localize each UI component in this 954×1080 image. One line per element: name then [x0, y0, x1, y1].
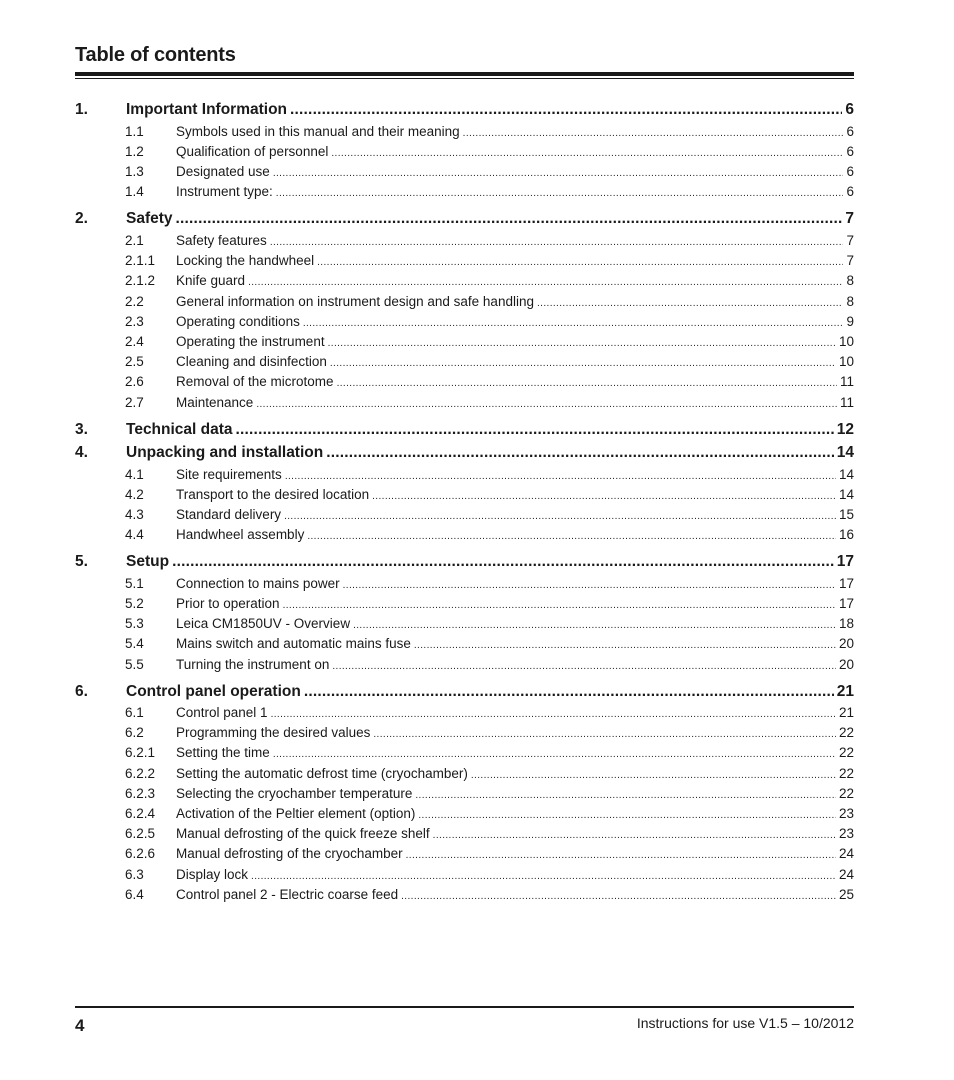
- toc-section: [75, 184, 854, 202]
- toc-number: 1.: [75, 101, 88, 118]
- toc-number: 1.4: [125, 184, 144, 199]
- toc-leader: [172, 553, 834, 571]
- toc-leader: [256, 399, 837, 410]
- header-rule: [75, 72, 854, 76]
- toc-page: 14: [838, 487, 854, 502]
- toc-label: Transport to the desired location: [176, 487, 370, 502]
- toc-leader: [317, 257, 843, 268]
- toc-label: Instrument type:: [176, 184, 273, 199]
- toc-chapter: [75, 210, 854, 230]
- toc-number: 2.1: [125, 233, 144, 248]
- toc-page: 7: [846, 233, 854, 248]
- toc-section: [75, 867, 854, 885]
- toc-label: Setting the time: [176, 745, 270, 760]
- toc-section: [75, 233, 854, 251]
- toc-page: 21: [836, 683, 854, 700]
- toc-leader: [406, 850, 836, 861]
- toc-leader: [337, 378, 837, 389]
- toc-number: 4.2: [125, 487, 144, 502]
- toc-section: [75, 657, 854, 675]
- toc-section: [75, 725, 854, 743]
- toc-label: Removal of the microtome: [176, 374, 334, 389]
- toc-page: 21: [838, 705, 854, 720]
- toc-label: Programming the desired values: [176, 725, 371, 740]
- toc-leader: [332, 661, 836, 672]
- toc-number: 5.1: [125, 576, 144, 591]
- toc-chapter: [75, 101, 854, 121]
- toc-number: 4.4: [125, 527, 144, 542]
- toc-section: [75, 636, 854, 654]
- toc-number: 5.2: [125, 596, 144, 611]
- toc-leader: [471, 770, 836, 781]
- toc-leader: [304, 683, 834, 701]
- toc-number: 2.1.2: [125, 273, 156, 288]
- toc-page: 17: [838, 596, 854, 611]
- toc-chapter: [75, 421, 854, 441]
- toc-section: [75, 374, 854, 392]
- toc-label: Control panel 1: [176, 705, 268, 720]
- toc-leader: [401, 891, 836, 902]
- toc-page: 20: [838, 636, 854, 651]
- toc-page: 12: [836, 421, 854, 438]
- footer-page-number: 4: [75, 1016, 85, 1035]
- toc-section: [75, 164, 854, 182]
- toc-page: 8: [846, 273, 854, 288]
- toc-page: 6: [846, 184, 854, 199]
- toc-page: 10: [838, 334, 854, 349]
- toc-label: Standard delivery: [176, 507, 282, 522]
- toc-page: 15: [838, 507, 854, 522]
- toc-chapter: [75, 444, 854, 464]
- toc-leader: [326, 444, 834, 462]
- toc-number: 6.2.3: [125, 786, 156, 801]
- toc-number: 6.4: [125, 887, 144, 902]
- footer-text: Instructions for use V1.5 – 10/2012: [636, 1015, 854, 1031]
- toc-label: Qualification of personnel: [176, 144, 329, 159]
- toc-label: Unpacking and installation: [126, 444, 324, 461]
- toc-label: Symbols used in this manual and their meaning: [176, 124, 460, 139]
- toc-page: 18: [838, 616, 854, 631]
- toc-label: Display lock: [176, 867, 249, 882]
- toc-number: 6.2: [125, 725, 144, 740]
- toc-number: 6.2.5: [125, 826, 156, 841]
- toc-number: 2.1.1: [125, 253, 156, 268]
- toc-leader: [290, 101, 842, 119]
- toc-leader: [307, 531, 836, 542]
- toc-section: [75, 786, 854, 804]
- toc-page: 20: [838, 657, 854, 672]
- toc-label: Important Information: [126, 101, 288, 118]
- toc-page: 6: [846, 124, 854, 139]
- toc-label: Safety features: [176, 233, 267, 248]
- toc-page: 23: [838, 806, 854, 821]
- toc-leader: [273, 168, 844, 179]
- toc-label: Control panel operation: [126, 683, 301, 700]
- toc-label: Cleaning and disinfection: [176, 354, 327, 369]
- toc-number: 2.4: [125, 334, 144, 349]
- toc-page: 25: [838, 887, 854, 902]
- toc-page: 24: [838, 846, 854, 861]
- toc-section: [75, 705, 854, 723]
- toc-label: Designated use: [176, 164, 270, 179]
- toc-leader: [414, 640, 836, 651]
- toc-section: [75, 487, 854, 505]
- toc-number: 5.: [75, 553, 88, 570]
- toc-label: Leica CM1850UV - Overview: [176, 616, 351, 631]
- toc-page: 17: [836, 553, 854, 570]
- toc-number: 6.: [75, 683, 88, 700]
- toc-number: 6.2.2: [125, 766, 156, 781]
- toc-leader: [537, 298, 844, 309]
- toc-page: 22: [838, 725, 854, 740]
- toc-label: Safety: [126, 210, 173, 227]
- toc-leader: [284, 511, 836, 522]
- toc-leader: [283, 600, 836, 611]
- toc-label: Site requirements: [176, 467, 282, 482]
- toc-section: [75, 395, 854, 413]
- toc-leader: [236, 421, 834, 439]
- toc-label: Connection to mains power: [176, 576, 340, 591]
- toc-section: [75, 273, 854, 291]
- toc-page: 22: [838, 786, 854, 801]
- toc-leader: [418, 810, 836, 821]
- toc-number: 2.2: [125, 294, 144, 309]
- toc-page: 11: [839, 374, 854, 389]
- toc-label: Setting the automatic defrost time (cryochamber): [176, 766, 468, 781]
- toc-leader: [271, 709, 836, 720]
- toc-number: 2.7: [125, 395, 144, 410]
- header-rule-thin: [75, 78, 854, 79]
- toc-section: [75, 334, 854, 352]
- toc-leader: [285, 471, 836, 482]
- toc-number: 6.3: [125, 867, 144, 882]
- toc-page: 7: [845, 210, 854, 227]
- toc-section: [75, 846, 854, 864]
- toc-page: 8: [846, 294, 854, 309]
- toc-leader: [251, 871, 836, 882]
- toc-leader: [328, 338, 836, 349]
- toc-label: Manual defrosting of the cryochamber: [176, 846, 403, 861]
- toc-number: 1.3: [125, 164, 144, 179]
- toc-leader: [372, 491, 836, 502]
- toc-number: 6.1: [125, 705, 144, 720]
- toc-number: 2.6: [125, 374, 144, 389]
- toc-number: 5.5: [125, 657, 144, 672]
- toc-section: [75, 144, 854, 162]
- toc-page: 14: [836, 444, 854, 461]
- toc-leader: [343, 580, 836, 591]
- toc-number: 4.: [75, 444, 88, 461]
- toc-label: Selecting the cryochamber temperature: [176, 786, 413, 801]
- toc-page: 14: [838, 467, 854, 482]
- toc-leader: [303, 318, 844, 329]
- toc-page: 23: [838, 826, 854, 841]
- toc-number: 3.: [75, 421, 88, 438]
- toc-leader: [276, 188, 844, 199]
- toc-leader: [373, 729, 836, 740]
- toc-section: [75, 527, 854, 545]
- toc-label: Activation of the Peltier element (option): [176, 806, 416, 821]
- toc-label: Control panel 2 - Electric coarse feed: [176, 887, 399, 902]
- toc-number: 6.2.4: [125, 806, 156, 821]
- toc-section: [75, 507, 854, 525]
- toc-label: Prior to operation: [176, 596, 280, 611]
- toc-page: 10: [838, 354, 854, 369]
- toc-page: 24: [838, 867, 854, 882]
- toc-label: Mains switch and automatic mains fuse: [176, 636, 411, 651]
- toc-section: [75, 124, 854, 142]
- toc-leader: [463, 128, 844, 139]
- toc-page: 22: [838, 766, 854, 781]
- toc-label: Technical data: [126, 421, 233, 438]
- toc-label: Handwheel assembly: [176, 527, 305, 542]
- toc-label: Knife guard: [176, 273, 246, 288]
- toc-number: 1.2: [125, 144, 144, 159]
- toc-leader: [176, 210, 843, 228]
- toc-chapter: [75, 553, 854, 573]
- toc-page: 22: [838, 745, 854, 760]
- toc-label: Turning the instrument on: [176, 657, 330, 672]
- footer-rule: [75, 1006, 854, 1008]
- toc-page: 16: [838, 527, 854, 542]
- toc-page: 6: [846, 164, 854, 179]
- toc-label: Setup: [126, 553, 170, 570]
- toc-number: 4.3: [125, 507, 144, 522]
- toc-section: [75, 616, 854, 634]
- toc-label: Manual defrosting of the quick freeze shelf: [176, 826, 430, 841]
- toc-number: 2.3: [125, 314, 144, 329]
- toc-number: 4.1: [125, 467, 144, 482]
- toc-section: [75, 576, 854, 594]
- toc-section: [75, 766, 854, 784]
- toc-number: 6.2.1: [125, 745, 156, 760]
- toc-leader: [248, 277, 843, 288]
- toc-section: [75, 826, 854, 844]
- toc-section: [75, 745, 854, 763]
- toc-leader: [331, 148, 843, 159]
- toc-page: 17: [838, 576, 854, 591]
- toc-leader: [270, 237, 844, 248]
- toc-section: [75, 354, 854, 372]
- toc-chapter: [75, 683, 854, 703]
- toc-page: 11: [839, 395, 854, 410]
- toc-number: 5.3: [125, 616, 144, 631]
- toc-page: 7: [846, 253, 854, 268]
- toc-label: Operating the instrument: [176, 334, 325, 349]
- toc-leader: [415, 790, 836, 801]
- toc-leader: [273, 749, 836, 760]
- toc-label: Maintenance: [176, 395, 254, 410]
- toc-section: [75, 806, 854, 824]
- toc-number: 6.2.6: [125, 846, 156, 861]
- toc-number: 5.4: [125, 636, 144, 651]
- toc-number: 2.5: [125, 354, 144, 369]
- toc-section: [75, 467, 854, 485]
- toc-section: [75, 596, 854, 614]
- toc-page: 6: [845, 101, 854, 118]
- toc-section: [75, 887, 854, 905]
- toc-leader: [353, 620, 836, 631]
- toc-leader: [330, 358, 836, 369]
- toc-label: Locking the handwheel: [176, 253, 315, 268]
- toc-section: [75, 253, 854, 271]
- toc-label: Operating conditions: [176, 314, 300, 329]
- toc-section: [75, 294, 854, 312]
- toc-section: [75, 314, 854, 332]
- toc-label: General information on instrument design and safe handling: [176, 294, 534, 309]
- toc-page: 6: [846, 144, 854, 159]
- toc-leader: [433, 830, 836, 841]
- toc-number: 1.1: [125, 124, 144, 139]
- toc-number: 2.: [75, 210, 88, 227]
- toc-page: 9: [846, 314, 854, 329]
- page-title: Table of contents: [75, 44, 236, 66]
